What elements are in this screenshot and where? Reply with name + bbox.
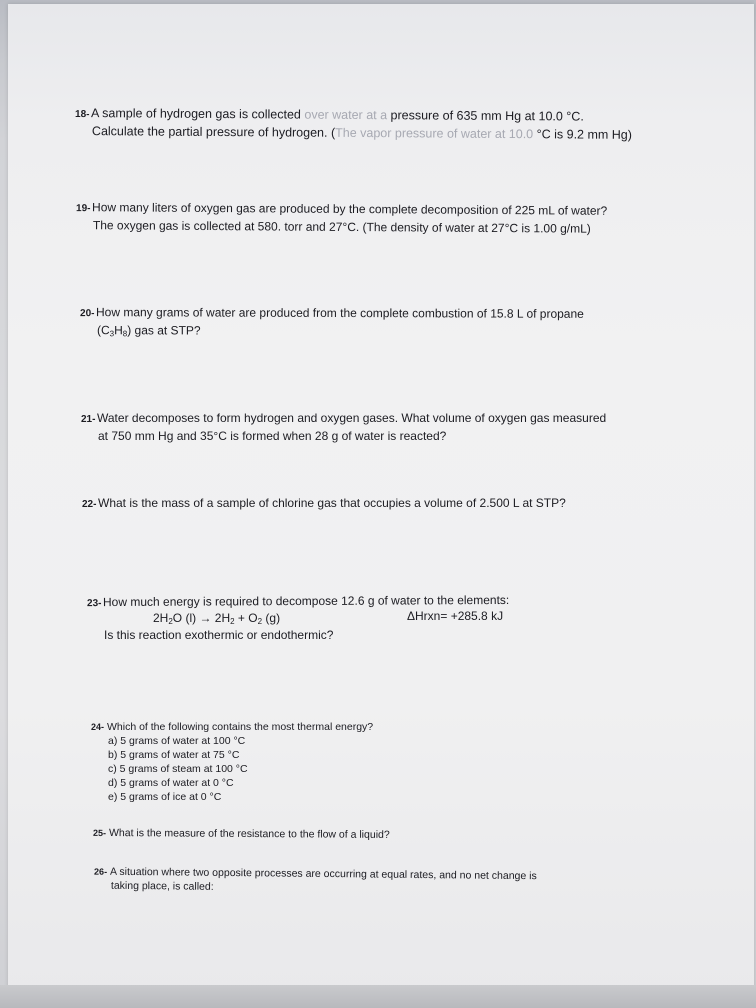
question-26 — [94, 865, 537, 897]
subscript: 8 — [122, 329, 128, 339]
question-22 — [82, 495, 566, 513]
question-number: 26- — [94, 866, 108, 877]
option-e: e) 5 grams of ice at 0 °C — [108, 791, 222, 803]
question-text-faded: over water at a — [304, 107, 388, 123]
question-number: 21- — [81, 414, 96, 425]
question-text: How many liters of oxygen gas are produced by the complete decomposition of 225 mL of water? — [92, 200, 608, 218]
reaction-equation: $2H_2O$ $(l) \to 2H_2 + O_2$ (g) — [153, 611, 281, 626]
question-text: (C — [96, 323, 110, 338]
subscript: 3 — [109, 329, 115, 339]
question-text: at 750 mm Hg and 35°C is formed when 28 g of water is reacted? — [98, 429, 447, 443]
page-bottom-edge — [0, 985, 756, 1008]
question-number: 22- — [82, 499, 97, 510]
question-number: 19- — [76, 203, 91, 215]
option-c: c) 5 grams of steam at 100 °C — [108, 763, 248, 775]
question-text: Which of the following contains the most thermal energy? — [107, 721, 374, 733]
question-21 — [81, 410, 607, 445]
question-number: 24- — [91, 722, 105, 732]
question-number: 25- — [92, 827, 107, 838]
enthalpy-value: ΔHrxn= +285.8 kJ — [407, 609, 504, 623]
question-18 — [75, 105, 632, 144]
question-text: What is the measure of the resistance to the flow of a liquid? — [108, 827, 390, 841]
question-number: 20- — [80, 308, 95, 320]
question-text-faded: The vapor pressure of water at 10.0 — [335, 125, 534, 142]
question-number: 23- — [86, 598, 102, 610]
question-text: pressure of 635 mm Hg at 10.0 °C. — [387, 108, 584, 124]
question-24 — [91, 720, 374, 804]
question-text: How many grams of water are produced from the complete combustion of 15.8 L of propane — [96, 305, 584, 321]
question-text: How much energy is required to decompose 12.6 g of water to the elements: — [102, 592, 510, 610]
question-text: H — [114, 323, 123, 338]
question-text: What is the mass of a sample of chlorine gas that occupies a volume of 2.500 L at STP? — [98, 496, 566, 510]
question-text: The oxygen gas is collected at 580. torr and 27°C. (The density of water at 27°C is 1.00 g/mL) — [92, 218, 591, 236]
question-text: ) gas at STP? — [127, 323, 201, 338]
question-text: °C is 9.2 mm Hg) — [533, 127, 632, 142]
question-text: A sample of hydrogen gas is collected — [91, 106, 305, 122]
question-text: Calculate the partial pressure of hydrogen. ( — [91, 124, 336, 140]
question-number: 18- — [75, 108, 90, 121]
question-25 — [92, 826, 390, 842]
question-19 — [76, 199, 608, 238]
question-23-followup: Is this reaction exothermic or endothermic? — [104, 628, 334, 642]
question-20 — [80, 304, 584, 341]
question-text: Water decomposes to form hydrogen and oxygen gases. What volume of oxygen gas measured — [97, 411, 607, 425]
option-a: a) 5 grams of water at 100 °C — [108, 735, 246, 747]
question-text: taking place, is called: — [110, 879, 214, 893]
question-text: A situation where two opposite processes are occurring at equal rates, and no net change is — [110, 865, 537, 883]
option-d: d) 5 grams of water at 0 °C — [108, 777, 234, 789]
option-b: b) 5 grams of water at 75 °C — [108, 749, 240, 761]
